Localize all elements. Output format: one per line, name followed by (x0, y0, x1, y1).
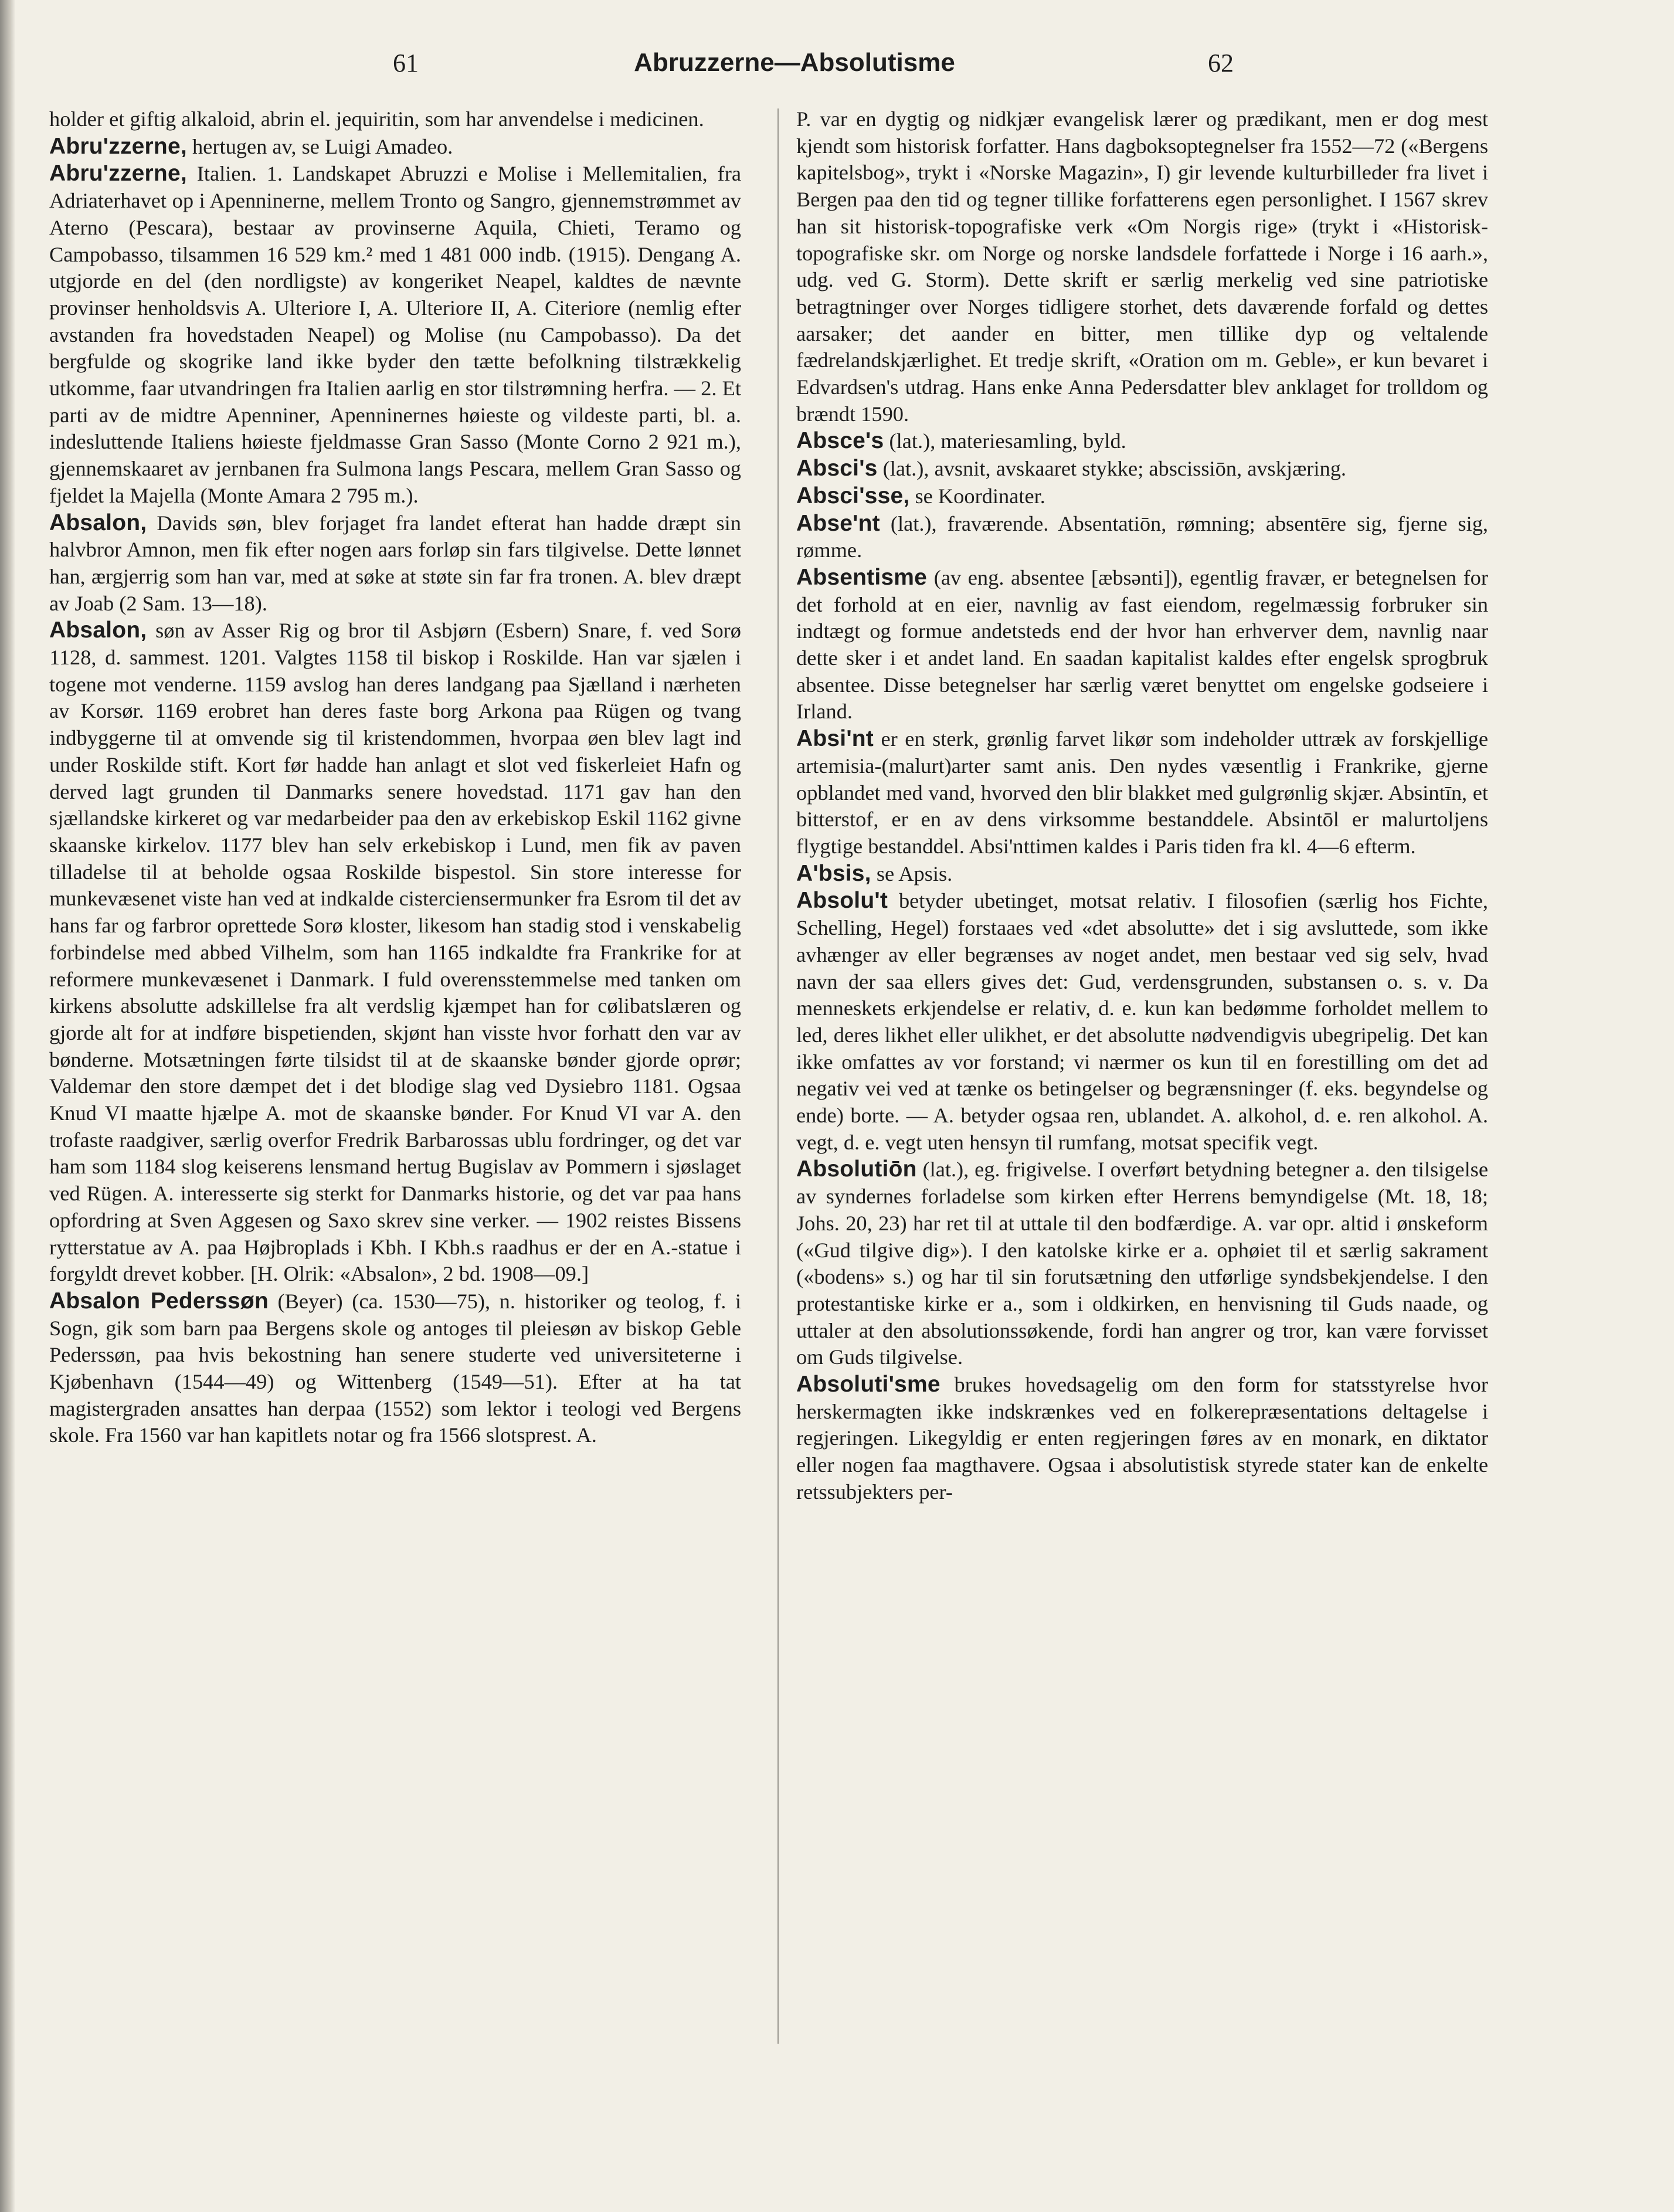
entry-headword: Absci'sse, (796, 483, 910, 508)
entry (796, 106, 1488, 428)
binding-edge (0, 0, 15, 2212)
page-number-left: 61 (393, 49, 419, 77)
entry-headword: Absoluti'sme (796, 1372, 940, 1397)
left-column (49, 106, 741, 1449)
entry (796, 887, 1488, 1156)
entry (49, 106, 741, 133)
entry-headword: Absi'nt (796, 726, 874, 752)
entry-headword: Absolu't (796, 888, 888, 914)
entry-text: brukes hovedsagelig om den form for statsstyrelse hvor herskermagten ikke indskrænkes ved en folkerepræsentations deltagelse i regjeringen. Likegyldig er enten regjeringen føres av en monark, en diktator eller nogen faa magthavere. Ogsaa i absolutistisk styrede stater kan de enkelte retssubjekters per- (796, 1373, 1488, 1504)
entry-headword: Absalon, (49, 510, 147, 535)
entry (796, 564, 1488, 725)
entry-text: er en sterk, grønlig farvet likør som indeholder uttræk av forskjellige artemisia-(malurt)arter samt anis. Den nydes væsentlig i Frankrike, gjerne opblandet med vand, hvorved den blir blakket med gulgrønlig skjær. Absintīn, et bitterstof, er en av dens virksomme bestanddele. Absintōl er malurtoljens flygtige bestanddel. Absi'nttimen kaldes i Paris tiden fra kl. 4—6 efterm. (796, 727, 1488, 858)
entry-text: se Koordinater. (909, 484, 1045, 508)
entry (49, 160, 741, 509)
entry-text: se Apsis. (871, 861, 953, 886)
entry-headword: Abse'nt (796, 510, 880, 536)
entry-text: Italien. 1. Landskapet Abruzzi e Molise i Mellemitalien, fra Adriaterhavet op i Apenninerne, mellem Tronto og Sangro, gjennemstrømmet av Aterno (Pescara), bestaar av provinserne Aquila, Chieti, Teramo og Campobasso, tilsammen 16 529 km.² med 1 481 000 indb. (1915). Dengang A. utgjorde en del (den nordligste) av kongeriket Neapel, kaldtes de nævnte provinser henholdsvis A. Ulteriore I, A. Ulteriore II, A. Citeriore (nemlig efter avstanden fra hovedstaden Neapel) og Molise (nu Campobasso). Da det bergfulde og skogrike land ikke byder den tætte befolkning tilstrækkelig utkomme, faar utvandringen fra Italien aarlig en stor tilstrømning herfra. — 2. Et parti av de midtre Apenniner, Apenninernes høieste og vildeste parti, bl. a. indesluttende Italiens høieste fjeldmasse Gran Sasso (Monte Corno 2 921 m.), gjennemskaaret av jernbanen fra Sulmona langs Pescara, mellem Gran Sasso og fjeldet la Majella (Monte Amara 2 795 m.). (49, 162, 741, 507)
entry (796, 455, 1488, 483)
entry (796, 510, 1488, 564)
entry (49, 1288, 741, 1449)
entry-text: (av eng. absentee [æbsənti]), egentlig fravær, er betegnelsen for det forhold at en eier, navnlig av fast eiendom, regelmæssig forbruker sin indtægt og formue andetsteds end der hvor han erhverver dem, navnlig naar dette sker i et andet land. En saadan kapitalist kaldes efter engelsk sprogbruk absentee. Disse betegnelser har særlig været benyttet om engelske godseiere i Irland. (796, 565, 1488, 724)
entry-text: (lat.), avsnit, avskaaret stykke; abscissiōn, avskjæring. (877, 457, 1346, 481)
entry (796, 483, 1488, 510)
entry (49, 510, 741, 618)
page-number-right: 62 (1208, 49, 1234, 77)
column-divider (777, 108, 779, 2044)
entry-text: (Beyer) (ca. 1530—75), n. historiker og teolog, f. i Sogn, gik som barn paa Bergens skole og antoges til pleiesøn av biskop Geble Pederssøn, paa hvis bekostning han senere studerte ved universiteterne i Kjøbenhavn (1544—49) og Wittenberg (1549—51). Efter at ha tat magistergraden ansattes han derpaa (1552) som lektor i teologi ved Bergens skole. Fra 1560 var han kapitlets notar og fra 1566 slotsprest. A. (49, 1289, 741, 1447)
entry-text: holder et giftig alkaloid, abrin el. jequiritin, som har anvendelse i medicinen. (49, 107, 704, 131)
entry-text: (lat.), materiesamling, byld. (884, 429, 1126, 453)
running-title: Abruzzerne—Absolutisme (634, 48, 955, 77)
entry-text: betyder ubetinget, motsat relativ. I filosofien (særlig hos Fichte, Schelling, Hegel) forstaaes ved «det absolutte» det i sig avsluttede, som ikke avhænger av eller begrænses av noget andet, men bestaar ved sig selv, hvad navn der saa ellers gives det: Gud, verdensgrunden, substansen o. s. v. Da menneskets erkjendelse er relativ, d. e. kun kan bedømme forholdet mellem to led, deres likhet eller ulikhet, er det absolutte nødvendigvis ubegripelig. Det kan ikke omfattes av vor forstand; vi nærmer os kun til en forestilling om det ad negativ vei ved at tænke os betingelser og begrænsninger (f. eks. begyndelse og ende) borte. — A. betyder ogsaa ren, ublandet. A. alkohol, d. e. ren alkohol. A. vegt, d. e. vegt uten hensyn til rumfang, motsat specifik vegt. (796, 889, 1488, 1154)
entry (49, 617, 741, 1288)
entry-headword: Absce's (796, 428, 884, 454)
entry-text: P. var en dygtig og nidkjær evangelisk lærer og prædikant, men er dog mest kjendt som historisk forfatter. Hans dagboksoptegnelser fra 1552—72 («Bergens kapitelsbog», trykt i «Norske Magazin», I) gir levende kulturbilleder fra livet i Bergen paa den tid og tegner tillike forfatterens egen personlighet. I 1567 skrev han sit historisk-topografiske verk «Om Norgis rige» (trykt i «Historisk-topografiske skr. om Norge og norske landsdele forfattede i Norge i 16 aarh.», udg. ved G. Storm). Dette skrift er særlig merkelig ved sine patriotiske betragtninger over Norges tidligere storhet, dets daværende forfald og dettes aarsaker; det aander en bitter, men tillike dyp og veltalende fædrelandskjærlighet. Et tredje skrift, «Oration om m. Geble», er kun bevaret i Edvardsen's utdrag. Hans enke Anna Pedersdatter blev anklaget for trolldom og brændt 1590. (796, 107, 1488, 426)
entry (796, 1156, 1488, 1371)
entry-headword: A'bsis, (796, 860, 871, 886)
entry-headword: Absentisme (796, 564, 928, 590)
entry-text: Davids søn, blev forjaget fra landet efterat han hadde dræpt sin halvbror Amnon, men fik efter nogen aars forløp sin fars tilgivelse. Dette lønnet han, ærgjerrig som han var, med at søke at støte sin far fra tronen. A. blev dræpt av Joab (2 Sam. 13—18). (49, 511, 741, 615)
entry-headword: Absolutiōn (796, 1156, 917, 1182)
entry (49, 133, 741, 161)
entry (796, 428, 1488, 455)
page-header (64, 48, 1524, 83)
entry (796, 1371, 1488, 1506)
entry (796, 860, 1488, 888)
entry-headword: Absci's (796, 456, 878, 481)
entry-text: søn av Asser Rig og bror til Asbjørn (Esbern) Snare, f. ved Sorø 1128, d. sammest. 1201. Valgtes 1158 til biskop i Roskilde. Han var sjælen i togene mot venderne. 1159 avslog han deres landgang paa Sjælland i nærheten av Korsør. 1169 erobret han deres faste borg Arkona paa Rügen og tvang indbyggerne til at omvende sig til kristendommen, hvorpaa øen blev lagt ind under Roskilde stift. Kort før hadde han anlagt et slot ved fiskerleiet Hafn og derved lagt grunden til Danmarks senere hovedstad. 1171 gav han den sjællandske kirkeret og var medarbeider paa den av erkebiskop Eskil 1162 givne skaanske kirkelov. 1177 blev han selv erkebiskop i Lund, men fik av paven tilladelse til at beholde ogsaa Roskilde bispestol. Sin store interesse for munkevæsenet viste han ved at indkalde cisterciensermunker fra Esrom til det av hans far og farbror oprettede Sorø kloster, likesom han stadig stod i venskabelig forbindelse med abbed Vilhelm, som han 1165 indkaldte fra Frankrike for at reformere munkevæsenet i Danmark. I fuld overensstemmelse med tanken om kirkens absolutte adskillelse fra alt verdslig kjæmpet han for cølibatslæren og gjorde alt for at indføre bispetienden, skjønt han visste hvor forhatt den var av bønderne. Motsætningen førte tilsidst til at de skaanske bønder gjorde oprør; Valdemar den store dæmpet det i det blodige slag ved Dysiebro 1181. Ogsaa Knud VI maatte hjælpe A. mot de skaanske bønder. For Knud VI var A. den trofaste raadgiver, særlig overfor Fredrik Barbarossas ublu fordringer, og det var ham som 1184 slog keiserens lensmand hertug Bugislav av Pommern i sjøslaget ved Rügen. A. interesserte sig sterkt for Danmarks historie, og det var paa hans opfordring at Sven Aggesen og Saxo skrev sine verker. — 1902 reistes Bissens rytterstatue av A. paa Højbroplads i Kbh. I Kbh.s raadhus er der en A.-statue i forgyldt drevet kobber. [H. Olrik: «Absalon», 2 bd. 1908—09.] (49, 619, 741, 1286)
entry-headword: Absalon Pederssøn (49, 1288, 269, 1314)
entry-text: hertugen av, se Luigi Amadeo. (186, 134, 453, 158)
entry-text: (lat.), eg. frigivelse. I overført betydning betegner a. den tilsigelse av syndernes forladelse som kirken efter Herrens bemyndigelse (Mt. 18, 18; Johs. 20, 23) har ret til at uttale til den bodfærdige. A. var opr. altid i ønskeform («Gud tilgive dig»). I den katolske kirke er a. ophøiet til et særlig sakrament («bodens» s.) og har til sin forutsætning den utførlige syndsbekjendelse. I den protestantiske kirke er a., som i oldkirken, en henvisning til Guds naade, og uttaler at den absolutionssøkende, fordi han angrer og tror, kan være forvisset om Guds tilgivelse. (796, 1158, 1488, 1369)
entry-text: (lat.), fraværende. Absentatiōn, rømning; absentēre sig, fjerne sig, rømme. (796, 511, 1488, 562)
entry-headword: Abru'zzerne, (49, 133, 187, 159)
entry-headword: Absalon, (49, 618, 147, 643)
entry (796, 725, 1488, 860)
entry-headword: Abru'zzerne, (49, 161, 187, 186)
right-column (796, 106, 1488, 1506)
